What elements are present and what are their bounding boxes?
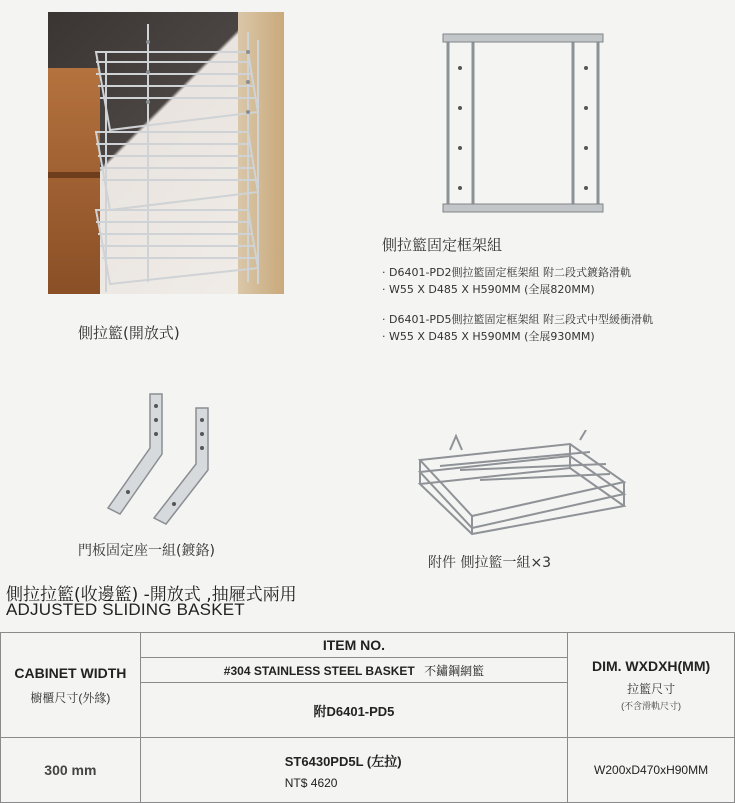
spec-table [0, 632, 735, 803]
dim-zh: 拉籃尺寸 [627, 682, 676, 696]
table-row [1, 738, 735, 803]
frame-title: 側拉籃固定框架組 [382, 236, 503, 254]
cabinet-width-en: CABINET WIDTH [14, 664, 127, 681]
bracket-caption: 門板固定座一組(鍍鉻) [78, 543, 215, 559]
frame-model-header: 附D6401-PD5 [140, 683, 567, 738]
photo-caption: 側拉籃(開放式) [78, 324, 180, 342]
bracket-illustration [100, 388, 230, 526]
frame-illustration [438, 28, 614, 224]
dim-header [568, 633, 735, 738]
spec-line: · W55 X D485 X H590MM (全展820MM) [382, 283, 595, 296]
spec-line: · W55 X D485 X H590MM (全展930MM) [382, 330, 595, 343]
wire-basket-rack-illustration [48, 12, 284, 294]
accessory-caption: 附件 側拉籃一組×3 [428, 555, 552, 571]
cabinet-width-zh: 櫥櫃尺寸(外緣) [30, 690, 111, 705]
dim-en: DIM. WXDXH(MM) [591, 658, 711, 674]
material-header [140, 658, 567, 683]
accessory-basket-illustration [410, 430, 635, 540]
frame-spec-pd5 [382, 311, 653, 345]
model-price: NT$ 4620 [284, 775, 338, 790]
product-title-zh: 側拉拉籃(收邊籃) -開放式 ,抽屜式兩用 [6, 585, 297, 605]
product-title-en: ADJUSTED SLIDING BASKET [6, 600, 245, 619]
cabinet-width-cell: 300 mm [1, 738, 141, 803]
model-cell [140, 738, 567, 803]
item-no-header: ITEM NO. [140, 633, 567, 658]
product-photo [48, 12, 284, 294]
spec-line: · D6401-PD2側拉籃固定框架組 附二段式鍍鉻滑軌 [382, 266, 632, 279]
material-en: #304 STAINLESS STEEL BASKET [223, 663, 415, 678]
material-zh: 不鏽鋼網籃 [424, 663, 485, 678]
frame-spec-pd2 [382, 264, 631, 298]
cabinet-width-header [1, 633, 141, 738]
spec-line: · D6401-PD5側拉籃固定框架組 附三段式中型緩衝滑軌 [382, 313, 654, 326]
dim-note: (不含滑軌尺寸) [621, 701, 682, 711]
model-number: ST6430PD5L (左拉) [284, 753, 402, 769]
dimension-cell: W200xD470xH90MM [568, 738, 735, 803]
table-header-row [1, 633, 735, 658]
